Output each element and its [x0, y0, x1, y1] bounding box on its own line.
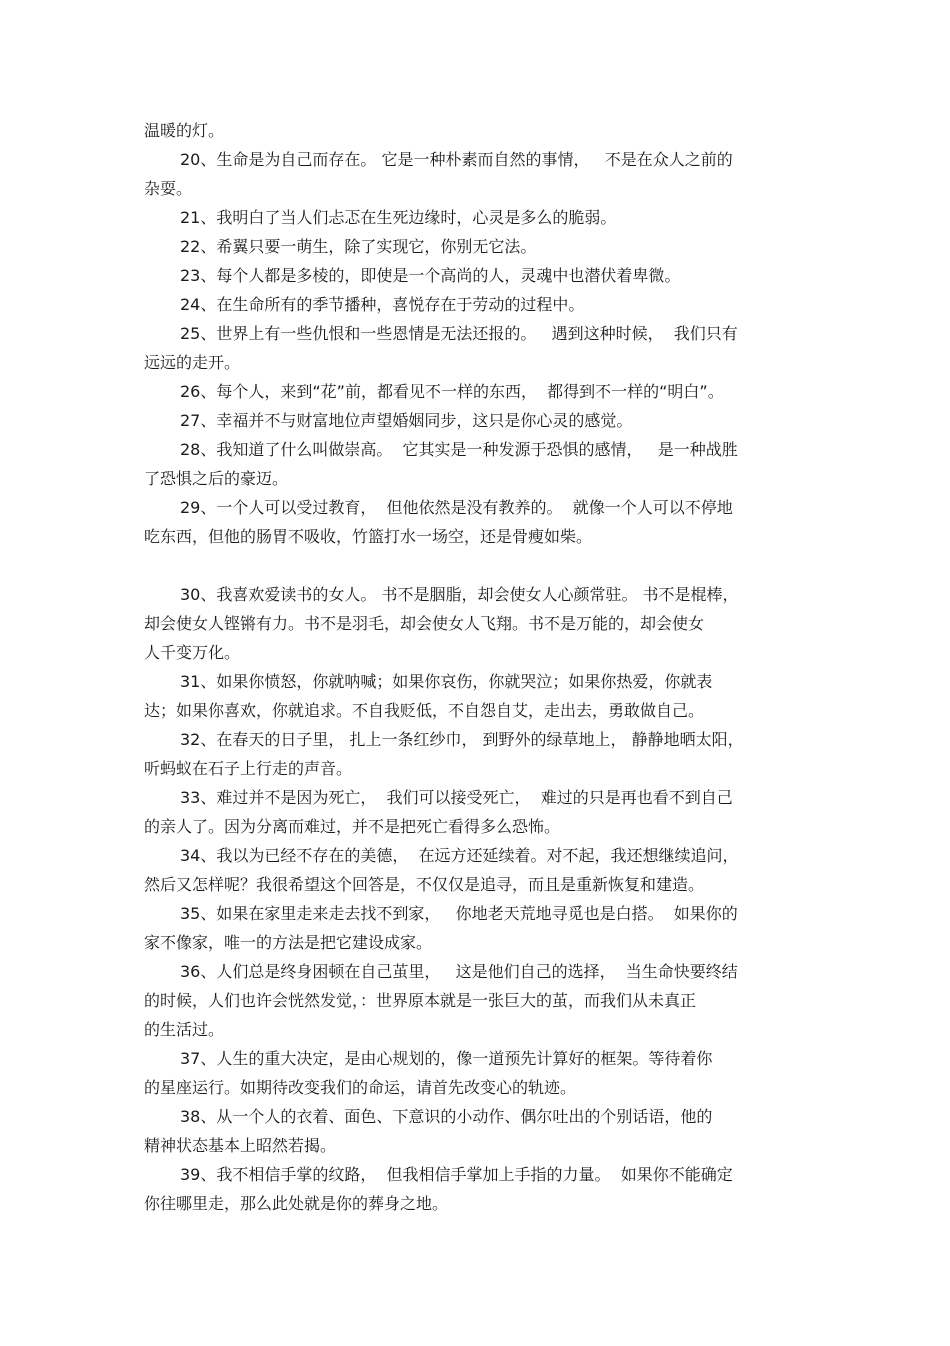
- paragraph-continuation: 温暖的灯。: [144, 121, 225, 140]
- quote-23: 23、每个人都是多棱的，即使是一个高尚的人，灵魂中也潜伏着卑微。: [180, 266, 681, 285]
- text-line: 吃东西，但他的肠胃不吸收，竹篮打水一场空，还是骨瘦如柴。: [144, 527, 593, 546]
- quote-34: [144, 841, 814, 899]
- text-line: 达；如果你喜欢，你就追求。不自我贬低，不自怨自艾，走出去，勇敢做自己。: [144, 701, 705, 720]
- blank-line: [144, 551, 814, 580]
- quote-28: [144, 435, 814, 493]
- text-line: 的星座运行。如期待改变我们的命运，请首先改变心的轨迹。: [144, 1078, 577, 1097]
- text-line: 人千变万化。: [144, 643, 241, 662]
- text-line: 25、世界上有一些仇恨和一些恩情是无法还报的。 遇到这种时候， 我们只有: [180, 324, 738, 343]
- quote-21: 21、我明白了当人们忐忑在生死边缘时，心灵是多么的脆弱。: [180, 208, 617, 227]
- quote-24: 24、在生命所有的季节播种，喜悦存在于劳动的过程中。: [180, 295, 585, 314]
- text-line: 33、难过并不是因为死亡， 我们可以接受死亡， 难过的只是再也看不到自己: [180, 788, 733, 807]
- text-line: 31、如果你愤怒，你就呐喊；如果你哀伤，你就哭泣；如果你热爱，你就表: [180, 672, 713, 691]
- quote-38: [144, 1102, 814, 1160]
- quote-25: [144, 319, 814, 377]
- text-line: 的生活过。: [144, 1020, 225, 1039]
- text-line: 34、我以为已经不存在的美德， 在远方还延续着。对不起，我还想继续追问，: [180, 846, 739, 865]
- quote-35: [144, 899, 814, 957]
- quote-30: [144, 580, 814, 667]
- text-line: 32、在春天的日子里， 扎上一条红纱巾， 到野外的绿草地上， 静静地晒太阳，: [180, 730, 744, 749]
- quote-36: [144, 957, 814, 1044]
- text-line: 的亲人了。因为分离而难过，并不是把死亡看得多么恐怖。: [144, 817, 561, 836]
- text-line: 然后又怎样呢？我很希望这个回答是，不仅仅是追寻，而且是重新恢复和建造。: [144, 875, 705, 894]
- text-line: 精神状态基本上昭然若揭。: [144, 1136, 337, 1155]
- text-line: 37、人生的重大决定，是由心规划的，像一道预先计算好的框架。等待着你: [180, 1049, 713, 1068]
- text-line: 杂耍。: [144, 179, 193, 198]
- quote-27: 27、幸福并不与财富地位声望婚姻同步，这只是你心灵的感觉。: [180, 411, 633, 430]
- text-line: 28、我知道了什么叫做崇高。 它其实是一种发源于恐惧的感情， 是一种战胜: [180, 440, 738, 459]
- quote-22: 22、希翼只要一萌生，除了实现它，你别无它法。: [180, 237, 537, 256]
- text-line: 家不像家，唯一的方法是把它建设成家。: [144, 933, 433, 952]
- quote-31: [144, 667, 814, 725]
- quote-26: 26、每个人，来到“花”前，都看见不一样的东西， 都得到不一样的“明白”。: [180, 382, 724, 401]
- text-line: 36、人们总是终身困顿在自己茧里， 这是他们自己的选择， 当生命快要终结: [180, 962, 738, 981]
- quote-33: [144, 783, 814, 841]
- text-line: 远远的走开。: [144, 353, 241, 372]
- text-line: 39、我不相信手掌的纹路， 但我相信手掌加上手指的力量。 如果你不能确定: [180, 1165, 733, 1184]
- quote-37: [144, 1044, 814, 1102]
- text-line: 听蚂蚁在石子上行走的声音。: [144, 759, 353, 778]
- text-line: 20、生命是为自己而存在。 它是一种朴素而自然的事情， 不是在众人之前的: [180, 150, 733, 169]
- quote-20: [144, 145, 814, 203]
- text-line: 35、如果在家里走来走去找不到家， 你地老天荒地寻觅也是白搭。 如果你的: [180, 904, 738, 923]
- quote-29: [144, 493, 814, 551]
- quote-39: [144, 1160, 814, 1218]
- text-line: 却会使女人铿锵有力。书不是羽毛，却会使女人飞翔。书不是万能的，却会使女: [144, 614, 705, 633]
- text-line: 38、从一个人的衣着、面色、下意识的小动作、偶尔吐出的个别话语，他的: [180, 1107, 713, 1126]
- quote-32: [144, 725, 814, 783]
- text-line: 29、一个人可以受过教育， 但他依然是没有教养的。 就像一个人可以不停地: [180, 498, 733, 517]
- text-line: 30、我喜欢爱读书的女人。 书不是胭脂，却会使女人心颜常驻。 书不是棍棒，: [180, 585, 739, 604]
- document-body: [144, 116, 814, 1218]
- text-line: 你往哪里走，那么此处就是你的葬身之地。: [144, 1194, 449, 1213]
- text-line: 的时候，人们也许会恍然发觉，：世界原本就是一张巨大的茧，而我们从未真正: [144, 991, 697, 1010]
- text-line: 了恐惧之后的豪迈。: [144, 469, 289, 488]
